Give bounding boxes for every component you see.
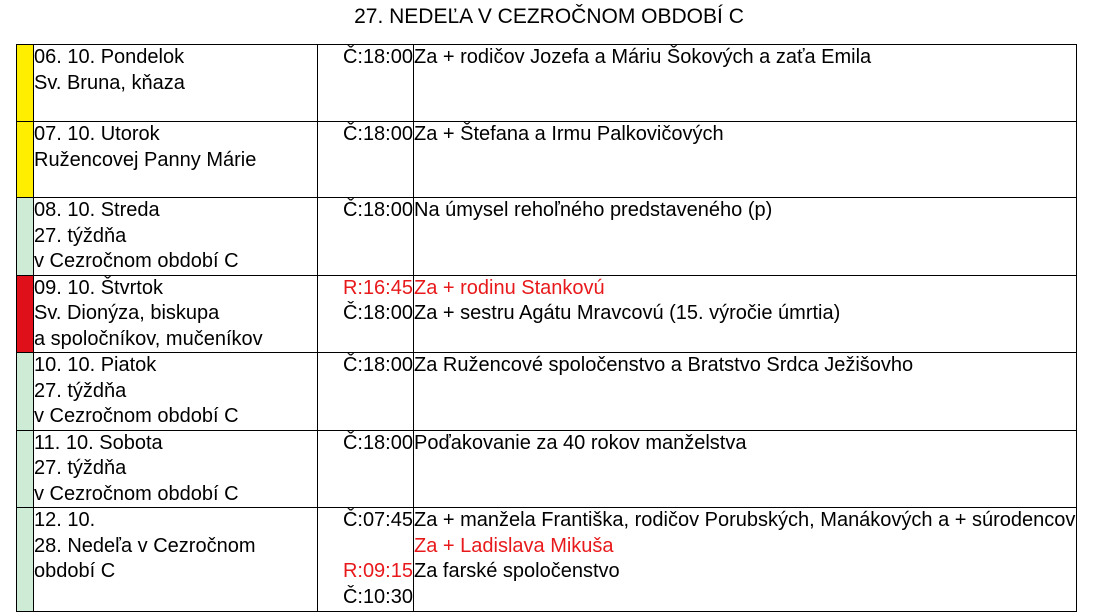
day-label-line: 10. 10. Piatok [34, 354, 157, 376]
mass-time-cell [318, 45, 414, 122]
day-cell [34, 198, 318, 276]
mass-intention: Za farské spoločenstvo [414, 560, 620, 582]
day-label-line: 06. 10. Pondelok [34, 46, 185, 68]
day-label-line: 27. týždňa [34, 379, 127, 402]
day-cell [34, 508, 318, 612]
day-cell [34, 122, 318, 198]
mass-intention-cell [414, 353, 1077, 431]
liturgical-color-cell [17, 45, 34, 122]
mass-intention: Za + Ladislava Mikuša [414, 534, 614, 557]
mass-time-cell [318, 198, 414, 276]
table-row [17, 45, 1077, 122]
day-label-line: 27. týždňa [34, 457, 127, 479]
mass-intention: Za + rodinu Stankovú [414, 276, 605, 299]
liturgical-color-cell [17, 508, 34, 612]
day-label-line: 08. 10. Streda [34, 199, 160, 221]
table-row [17, 430, 1077, 508]
mass-intention: Za + sestru Agátu Mravcovú (15. výročie úmrtia) [414, 302, 841, 324]
liturgical-color-cell [17, 430, 34, 508]
mass-intention: Za Ružencové spoločenstvo a Bratstvo Srdca Ježišovho [414, 354, 914, 376]
day-label-line: 27. týždňa [34, 224, 127, 247]
day-label-line: a spoločníkov, mučeníkov [34, 327, 263, 350]
day-label-line: v Cezročnom období C [34, 482, 239, 505]
mass-intention: Na úmysel rehoľného predstaveného (p) [414, 199, 773, 221]
mass-intention-cell [414, 122, 1077, 198]
day-cell [34, 45, 318, 122]
day-label-line: Sv. Dionýza, biskupa [34, 302, 220, 324]
mass-intention: Poďakovanie za 40 rokov manželstva [414, 431, 747, 454]
mass-time: Č:07:45 [342, 509, 413, 531]
page-title: 27. NEDEĽA V CEZROČNOM OBDOBÍ C [354, 5, 744, 28]
day-label-line: 07. 10. Utorok [34, 123, 160, 145]
day-cell [34, 430, 318, 508]
mass-time: Č:18:00 [342, 431, 413, 454]
day-label-line: Sv. Bruna, kňaza [34, 71, 185, 94]
mass-time: Č:18:00 [342, 302, 413, 324]
day-label-line: 09. 10. Štvrtok [34, 276, 163, 299]
mass-intention-cell [414, 275, 1077, 353]
table-row [17, 198, 1077, 276]
line-spacer [318, 534, 413, 560]
table-row [17, 353, 1077, 431]
table-row [17, 508, 1077, 612]
day-label-line: 11. 10. Sobota [34, 431, 163, 454]
day-label-line: 12. 10. [34, 509, 96, 531]
liturgical-color-cell [17, 198, 34, 276]
mass-schedule-table [16, 44, 1077, 612]
mass-time-cell [318, 508, 414, 612]
day-label-line: v Cezročnom období C [34, 405, 239, 427]
day-label-line: 28. Nedeľa v Cezročnom [34, 534, 256, 557]
liturgical-color-cell [17, 275, 34, 353]
mass-time: Č:10:30 [342, 585, 413, 608]
liturgical-color-cell [17, 122, 34, 198]
mass-time: Č:18:00 [342, 123, 413, 145]
liturgical-color-cell [17, 353, 34, 431]
mass-intention-cell [414, 430, 1077, 508]
mass-intention-cell [414, 508, 1077, 612]
mass-time-cell [318, 430, 414, 508]
mass-intention: Za + manžela Františka, rodičov Porubských, Manákových a + súrodencov [414, 509, 1076, 531]
table-row [17, 122, 1077, 198]
schedule-body [17, 45, 1077, 612]
day-label-line: období C [34, 560, 116, 582]
table-row [17, 275, 1077, 353]
mass-intention-cell [414, 45, 1077, 122]
mass-time: Č:18:00 [342, 46, 413, 68]
day-label-line: Ružencovej Panny Márie [34, 148, 257, 171]
mass-intention: Za + Štefana a Irmu Palkovičových [414, 123, 724, 145]
mass-time: Č:18:00 [342, 354, 413, 376]
mass-time: R:09:15 [342, 560, 413, 582]
day-label-line: v Cezročnom období C [34, 250, 239, 272]
day-cell [34, 353, 318, 431]
mass-time: R:16:45 [342, 276, 413, 299]
mass-time-cell [318, 353, 414, 431]
mass-time-cell [318, 122, 414, 198]
mass-time: Č:18:00 [342, 199, 413, 221]
mass-intention-cell [414, 198, 1077, 276]
mass-time-cell [318, 275, 414, 353]
day-cell [34, 275, 318, 353]
mass-intention: Za + rodičov Jozefa a Máriu Šokových a zaťa Emila [414, 46, 872, 68]
